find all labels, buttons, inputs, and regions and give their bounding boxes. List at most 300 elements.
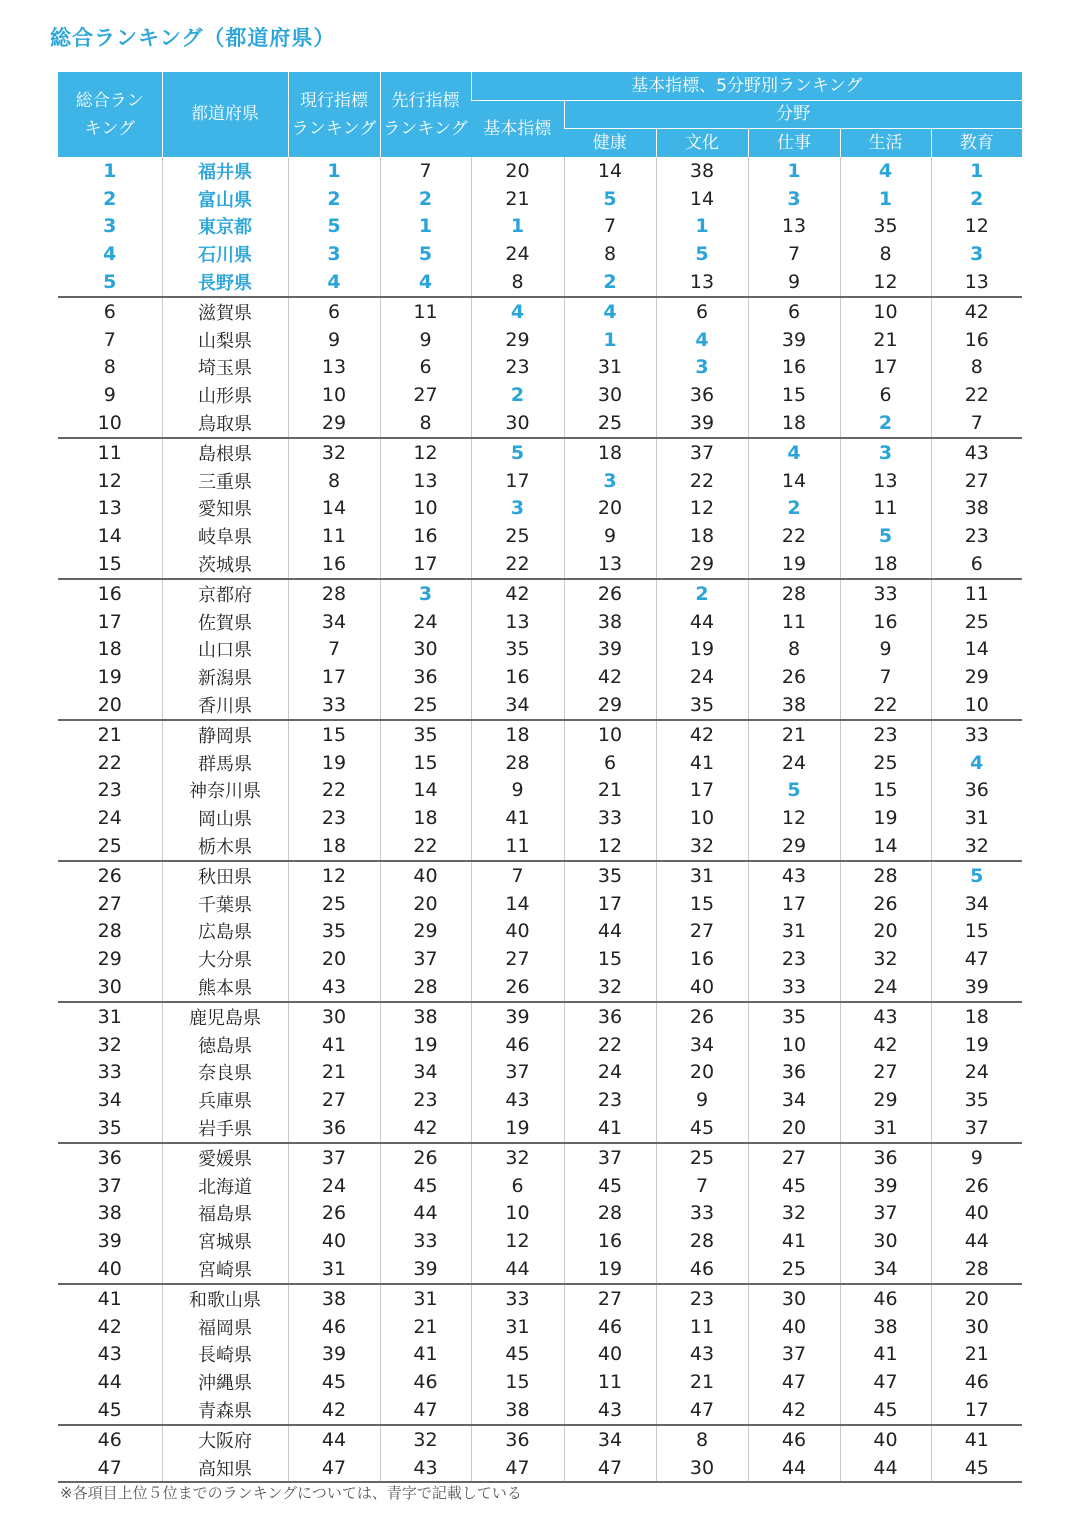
cell-education-rank: 40 <box>931 1199 1022 1227</box>
cell-culture-rank: 34 <box>656 1031 748 1059</box>
cell-education-rank: 10 <box>931 691 1022 720</box>
cell-health-rank: 1 <box>564 326 656 354</box>
cell-basic-rank: 28 <box>471 749 564 777</box>
cell-work-rank: 13 <box>748 213 840 241</box>
cell-work-rank: 5 <box>748 777 840 805</box>
table-row <box>58 1059 1022 1087</box>
cell-current-rank: 23 <box>288 804 380 832</box>
cell-current-rank: 3 <box>288 240 380 268</box>
cell-life-rank: 37 <box>840 1199 931 1227</box>
cell-overall-rank: 45 <box>58 1396 162 1425</box>
cell-current-rank: 45 <box>288 1368 380 1396</box>
table-row <box>58 354 1022 382</box>
cell-life-rank: 46 <box>840 1284 931 1313</box>
cell-leading-rank: 24 <box>380 608 471 636</box>
table-row <box>58 636 1022 664</box>
cell-culture-rank: 16 <box>656 945 748 973</box>
cell-basic-rank: 11 <box>471 832 564 861</box>
cell-overall-rank: 46 <box>97 1428 122 1451</box>
cell-basic-rank: 20 <box>471 157 564 185</box>
cell-prefecture: 佐賀県 <box>162 608 288 636</box>
cell-leading-rank: 42 <box>380 1114 471 1143</box>
header-overall-rank: 総合ラン キング <box>58 72 162 157</box>
cell-life-rank: 31 <box>840 1114 931 1143</box>
cell-basic-rank: 33 <box>471 1284 564 1313</box>
cell-overall-rank: 9 <box>103 384 116 407</box>
table-row <box>58 945 1022 973</box>
cell-education-rank: 34 <box>931 890 1022 918</box>
cell-culture-rank: 8 <box>656 1425 748 1454</box>
cell-culture-rank: 44 <box>656 608 748 636</box>
cell-culture-rank: 14 <box>656 185 748 213</box>
table-row <box>58 268 1022 297</box>
cell-health-rank: 44 <box>564 918 656 946</box>
cell-leading-rank: 3 <box>380 579 471 608</box>
cell-basic-rank: 38 <box>471 1396 564 1425</box>
cell-overall-rank: 41 <box>97 1287 122 1310</box>
cell-culture-rank: 7 <box>656 1172 748 1200</box>
cell-health-rank: 11 <box>564 1368 656 1396</box>
cell-work-rank: 39 <box>748 326 840 354</box>
cell-life-rank: 27 <box>840 1059 931 1087</box>
cell-education-rank: 2 <box>931 185 1022 213</box>
cell-work-rank: 8 <box>748 636 840 664</box>
cell-culture-rank: 43 <box>656 1340 748 1368</box>
cell-health-rank: 45 <box>564 1172 656 1200</box>
cell-life-rank: 4 <box>840 157 931 185</box>
cell-prefecture: 和歌山県 <box>162 1284 288 1313</box>
cell-life-rank: 42 <box>840 1031 931 1059</box>
cell-current-rank: 33 <box>288 691 380 720</box>
cell-current-rank: 35 <box>288 918 380 946</box>
cell-education-rank: 19 <box>931 1031 1022 1059</box>
cell-prefecture: 宮城県 <box>162 1227 288 1255</box>
cell-leading-rank: 17 <box>380 550 471 579</box>
cell-health-rank: 7 <box>564 213 656 241</box>
footnote: ※各項目上位５位までのランキングについては、青字で記載している <box>60 1484 522 1502</box>
cell-education-rank: 3 <box>931 240 1022 268</box>
cell-leading-rank: 45 <box>380 1172 471 1200</box>
table-row <box>58 495 1022 523</box>
cell-work-rank: 15 <box>748 381 840 409</box>
cell-leading-rank: 8 <box>380 409 471 438</box>
cell-overall-rank: 17 <box>97 610 122 633</box>
cell-health-rank: 36 <box>564 1002 656 1031</box>
cell-culture-rank: 4 <box>656 326 748 354</box>
cell-overall-rank: 5 <box>58 268 162 297</box>
cell-health-rank: 16 <box>564 1227 656 1255</box>
cell-culture-rank: 33 <box>656 1199 748 1227</box>
cell-education-rank: 30 <box>931 1313 1022 1341</box>
table-row <box>58 1002 1022 1031</box>
cell-work-rank: 45 <box>748 1172 840 1200</box>
cell-health-rank: 14 <box>564 157 656 185</box>
cell-leading-rank: 1 <box>380 213 471 241</box>
cell-current-rank: 12 <box>288 861 380 890</box>
cell-work-rank: 22 <box>748 522 840 550</box>
cell-leading-rank: 41 <box>380 1340 471 1368</box>
cell-education-rank: 28 <box>931 1255 1022 1284</box>
cell-basic-rank: 4 <box>471 297 564 326</box>
cell-culture-rank: 45 <box>656 1114 748 1143</box>
cell-basic-rank: 37 <box>471 1059 564 1087</box>
cell-current-rank: 38 <box>288 1284 380 1313</box>
table-row <box>58 381 1022 409</box>
cell-overall-rank: 16 <box>97 582 122 605</box>
cell-current-rank: 40 <box>288 1227 380 1255</box>
cell-culture-rank: 20 <box>656 1059 748 1087</box>
cell-basic-rank: 6 <box>471 1172 564 1200</box>
cell-current-rank: 31 <box>288 1255 380 1284</box>
cell-basic-rank: 2 <box>471 381 564 409</box>
table-row <box>58 777 1022 805</box>
cell-life-rank: 40 <box>840 1425 931 1454</box>
cell-leading-rank: 31 <box>380 1284 471 1313</box>
cell-current-rank: 21 <box>288 1059 380 1087</box>
cell-basic-rank: 32 <box>471 1143 564 1172</box>
cell-life-rank: 6 <box>840 381 931 409</box>
table-row <box>58 1172 1022 1200</box>
cell-prefecture: 愛知県 <box>162 495 288 523</box>
header-fields: 分野 <box>564 101 1022 129</box>
cell-prefecture: 秋田県 <box>162 861 288 890</box>
cell-overall-rank: 21 <box>97 723 122 746</box>
cell-prefecture: 福島県 <box>162 1199 288 1227</box>
cell-work-rank: 47 <box>748 1368 840 1396</box>
cell-current-rank: 39 <box>288 1340 380 1368</box>
cell-leading-rank: 23 <box>380 1086 471 1114</box>
cell-prefecture: 大阪府 <box>162 1425 288 1454</box>
cell-health-rank: 17 <box>564 890 656 918</box>
cell-leading-rank: 29 <box>380 918 471 946</box>
cell-culture-rank: 11 <box>656 1313 748 1341</box>
cell-education-rank: 23 <box>931 522 1022 550</box>
cell-health-rank: 24 <box>564 1059 656 1087</box>
cell-current-rank: 10 <box>288 381 380 409</box>
cell-education-rank: 29 <box>931 663 1022 691</box>
cell-culture-rank: 29 <box>656 550 748 579</box>
cell-life-rank: 5 <box>840 522 931 550</box>
cell-culture-rank: 19 <box>656 636 748 664</box>
cell-overall-rank: 23 <box>97 779 122 802</box>
cell-life-rank: 44 <box>840 1454 931 1483</box>
cell-leading-rank: 26 <box>380 1143 471 1172</box>
cell-overall-rank: 2 <box>103 187 117 210</box>
ranking-table <box>58 72 1022 1483</box>
cell-education-rank: 6 <box>931 550 1022 579</box>
cell-prefecture: 山口県 <box>162 636 288 664</box>
table-row <box>58 973 1022 1002</box>
cell-current-rank: 15 <box>288 720 380 749</box>
header-education: 教育 <box>931 129 1022 158</box>
cell-culture-rank: 37 <box>656 438 748 467</box>
cell-prefecture: 滋賀県 <box>162 297 288 326</box>
cell-basic-rank: 40 <box>471 918 564 946</box>
cell-education-rank: 22 <box>931 381 1022 409</box>
cell-basic-rank: 23 <box>471 354 564 382</box>
cell-leading-rank: 19 <box>380 1031 471 1059</box>
cell-work-rank: 18 <box>748 409 840 438</box>
cell-health-rank: 26 <box>564 579 656 608</box>
cell-work-rank: 37 <box>748 1340 840 1368</box>
cell-prefecture: 千葉県 <box>162 890 288 918</box>
cell-life-rank: 3 <box>840 438 931 467</box>
cell-current-rank: 5 <box>288 213 380 241</box>
cell-basic-rank: 35 <box>471 636 564 664</box>
cell-overall-rank: 13 <box>97 497 122 520</box>
table-row <box>58 326 1022 354</box>
cell-health-rank: 34 <box>564 1425 656 1454</box>
cell-culture-rank: 27 <box>656 918 748 946</box>
cell-basic-rank: 9 <box>471 777 564 805</box>
cell-work-rank: 32 <box>748 1199 840 1227</box>
cell-basic-rank: 34 <box>471 691 564 720</box>
cell-work-rank: 19 <box>748 550 840 579</box>
cell-education-rank: 12 <box>931 213 1022 241</box>
table-row <box>58 890 1022 918</box>
cell-leading-rank: 5 <box>380 240 471 268</box>
cell-culture-rank: 46 <box>656 1255 748 1284</box>
cell-overall-rank: 43 <box>97 1343 122 1366</box>
cell-culture-rank: 5 <box>656 240 748 268</box>
cell-education-rank: 46 <box>931 1368 1022 1396</box>
cell-basic-rank: 14 <box>471 890 564 918</box>
cell-culture-rank: 22 <box>656 467 748 495</box>
cell-prefecture: 静岡県 <box>162 720 288 749</box>
cell-life-rank: 2 <box>840 409 931 438</box>
cell-leading-rank: 43 <box>380 1454 471 1483</box>
table-row <box>58 804 1022 832</box>
cell-basic-rank: 21 <box>471 185 564 213</box>
cell-work-rank: 10 <box>748 1031 840 1059</box>
cell-work-rank: 28 <box>748 579 840 608</box>
cell-prefecture: 愛媛県 <box>162 1143 288 1172</box>
cell-culture-rank: 18 <box>656 522 748 550</box>
table-row <box>58 1086 1022 1114</box>
cell-prefecture: 高知県 <box>162 1454 288 1483</box>
cell-current-rank: 32 <box>288 438 380 467</box>
cell-health-rank: 38 <box>564 608 656 636</box>
cell-leading-rank: 6 <box>380 354 471 382</box>
cell-basic-rank: 42 <box>471 579 564 608</box>
cell-life-rank: 47 <box>840 1368 931 1396</box>
cell-prefecture: 新潟県 <box>162 663 288 691</box>
cell-culture-rank: 24 <box>656 663 748 691</box>
cell-basic-rank: 41 <box>471 804 564 832</box>
cell-health-rank: 46 <box>564 1313 656 1341</box>
cell-health-rank: 15 <box>564 945 656 973</box>
cell-culture-rank: 17 <box>656 777 748 805</box>
cell-culture-rank: 38 <box>656 157 748 185</box>
cell-work-rank: 17 <box>748 890 840 918</box>
cell-health-rank: 30 <box>564 381 656 409</box>
cell-culture-rank: 10 <box>656 804 748 832</box>
cell-work-rank: 4 <box>748 438 840 467</box>
cell-basic-rank: 26 <box>471 973 564 1002</box>
cell-education-rank: 35 <box>931 1086 1022 1114</box>
cell-overall-rank: 4 <box>103 243 117 266</box>
cell-leading-rank: 36 <box>380 663 471 691</box>
table-header <box>58 72 1022 157</box>
cell-health-rank: 29 <box>564 691 656 720</box>
header-basic: 基本指標 <box>471 101 564 158</box>
cell-current-rank: 20 <box>288 945 380 973</box>
cell-overall-rank: 20 <box>58 691 162 720</box>
cell-health-rank: 32 <box>564 973 656 1002</box>
cell-culture-rank: 40 <box>656 973 748 1002</box>
cell-overall-rank: 47 <box>58 1454 162 1483</box>
cell-leading-rank: 10 <box>380 495 471 523</box>
cell-health-rank: 40 <box>564 1340 656 1368</box>
table-row <box>58 522 1022 550</box>
cell-life-rank: 26 <box>840 890 931 918</box>
cell-education-rank: 24 <box>931 1059 1022 1087</box>
cell-overall-rank: 26 <box>97 864 122 887</box>
cell-overall-rank: 12 <box>97 469 122 492</box>
cell-health-rank: 5 <box>564 185 656 213</box>
cell-health-rank: 6 <box>564 749 656 777</box>
cell-culture-rank: 41 <box>656 749 748 777</box>
cell-education-rank: 42 <box>931 297 1022 326</box>
cell-current-rank: 43 <box>288 973 380 1002</box>
cell-education-rank: 25 <box>931 608 1022 636</box>
cell-overall-rank: 37 <box>97 1174 122 1197</box>
cell-basic-rank: 12 <box>471 1227 564 1255</box>
cell-health-rank: 21 <box>564 777 656 805</box>
cell-prefecture: 京都府 <box>162 579 288 608</box>
cell-overall-rank: 7 <box>103 328 116 351</box>
cell-current-rank: 42 <box>288 1396 380 1425</box>
cell-overall-rank: 30 <box>58 973 162 1002</box>
cell-health-rank: 35 <box>564 861 656 890</box>
cell-health-rank: 4 <box>564 297 656 326</box>
cell-prefecture: 山形県 <box>162 381 288 409</box>
cell-leading-rank: 14 <box>380 777 471 805</box>
cell-life-rank: 36 <box>840 1143 931 1172</box>
table-row <box>58 1227 1022 1255</box>
cell-culture-rank: 2 <box>656 579 748 608</box>
cell-prefecture: 岩手県 <box>162 1114 288 1143</box>
cell-health-rank: 10 <box>564 720 656 749</box>
cell-overall-rank: 19 <box>97 666 122 689</box>
cell-culture-rank: 28 <box>656 1227 748 1255</box>
cell-prefecture: 長崎県 <box>162 1340 288 1368</box>
cell-life-rank: 14 <box>840 832 931 861</box>
cell-life-rank: 41 <box>840 1340 931 1368</box>
cell-leading-rank: 34 <box>380 1059 471 1087</box>
cell-culture-rank: 25 <box>656 1143 748 1172</box>
cell-education-rank: 41 <box>931 1425 1022 1454</box>
cell-leading-rank: 33 <box>380 1227 471 1255</box>
cell-basic-rank: 45 <box>471 1340 564 1368</box>
cell-basic-rank: 43 <box>471 1086 564 1114</box>
cell-current-rank: 26 <box>288 1199 380 1227</box>
cell-culture-rank: 12 <box>656 495 748 523</box>
cell-health-rank: 12 <box>564 832 656 861</box>
cell-health-rank: 47 <box>564 1454 656 1483</box>
cell-work-rank: 25 <box>748 1255 840 1284</box>
cell-current-rank: 24 <box>288 1172 380 1200</box>
cell-overall-rank: 24 <box>97 807 122 830</box>
cell-culture-rank: 23 <box>656 1284 748 1313</box>
cell-work-rank: 43 <box>748 861 840 890</box>
cell-overall-rank: 6 <box>103 300 116 323</box>
cell-education-rank: 20 <box>931 1284 1022 1313</box>
cell-basic-rank: 10 <box>471 1199 564 1227</box>
cell-culture-rank: 42 <box>656 720 748 749</box>
table-row <box>58 720 1022 749</box>
cell-current-rank: 44 <box>288 1425 380 1454</box>
cell-prefecture: 富山県 <box>162 185 288 213</box>
cell-work-rank: 21 <box>748 720 840 749</box>
table-row <box>58 861 1022 890</box>
cell-culture-rank: 15 <box>656 890 748 918</box>
header-health: 健康 <box>564 129 656 158</box>
header-culture: 文化 <box>656 129 748 158</box>
cell-life-rank: 1 <box>840 185 931 213</box>
cell-work-rank: 9 <box>748 268 840 297</box>
cell-leading-rank: 38 <box>380 1002 471 1031</box>
table-row <box>58 467 1022 495</box>
cell-life-rank: 10 <box>840 297 931 326</box>
cell-leading-rank: 30 <box>380 636 471 664</box>
cell-current-rank: 9 <box>288 326 380 354</box>
cell-basic-rank: 15 <box>471 1368 564 1396</box>
cell-basic-rank: 16 <box>471 663 564 691</box>
cell-prefecture: 群馬県 <box>162 749 288 777</box>
cell-leading-rank: 35 <box>380 720 471 749</box>
cell-leading-rank: 39 <box>380 1255 471 1284</box>
table-row <box>58 1143 1022 1172</box>
cell-culture-rank: 32 <box>656 832 748 861</box>
cell-prefecture: 福岡県 <box>162 1313 288 1341</box>
cell-overall-rank: 35 <box>58 1114 162 1143</box>
cell-current-rank: 16 <box>288 550 380 579</box>
cell-life-rank: 25 <box>840 749 931 777</box>
cell-prefecture: 兵庫県 <box>162 1086 288 1114</box>
cell-overall-rank: 32 <box>97 1033 122 1056</box>
cell-education-rank: 16 <box>931 326 1022 354</box>
cell-prefecture: 北海道 <box>162 1172 288 1200</box>
cell-life-rank: 39 <box>840 1172 931 1200</box>
cell-overall-rank: 39 <box>97 1230 122 1253</box>
cell-life-rank: 23 <box>840 720 931 749</box>
cell-prefecture: 三重県 <box>162 467 288 495</box>
cell-overall-rank: 10 <box>58 409 162 438</box>
cell-basic-rank: 46 <box>471 1031 564 1059</box>
cell-basic-rank: 27 <box>471 945 564 973</box>
cell-culture-rank: 36 <box>656 381 748 409</box>
cell-basic-rank: 18 <box>471 720 564 749</box>
cell-education-rank: 18 <box>931 1002 1022 1031</box>
cell-basic-rank: 44 <box>471 1255 564 1284</box>
cell-health-rank: 22 <box>564 1031 656 1059</box>
cell-education-rank: 17 <box>931 1396 1022 1425</box>
cell-life-rank: 16 <box>840 608 931 636</box>
cell-culture-rank: 35 <box>656 691 748 720</box>
cell-work-rank: 3 <box>748 185 840 213</box>
cell-basic-rank: 39 <box>471 1002 564 1031</box>
cell-culture-rank: 30 <box>656 1454 748 1483</box>
cell-overall-rank: 36 <box>97 1146 122 1169</box>
cell-health-rank: 42 <box>564 663 656 691</box>
cell-overall-rank: 1 <box>103 159 117 182</box>
table-row <box>58 1368 1022 1396</box>
cell-work-rank: 31 <box>748 918 840 946</box>
cell-current-rank: 27 <box>288 1086 380 1114</box>
cell-basic-rank: 22 <box>471 550 564 579</box>
cell-health-rank: 2 <box>564 268 656 297</box>
